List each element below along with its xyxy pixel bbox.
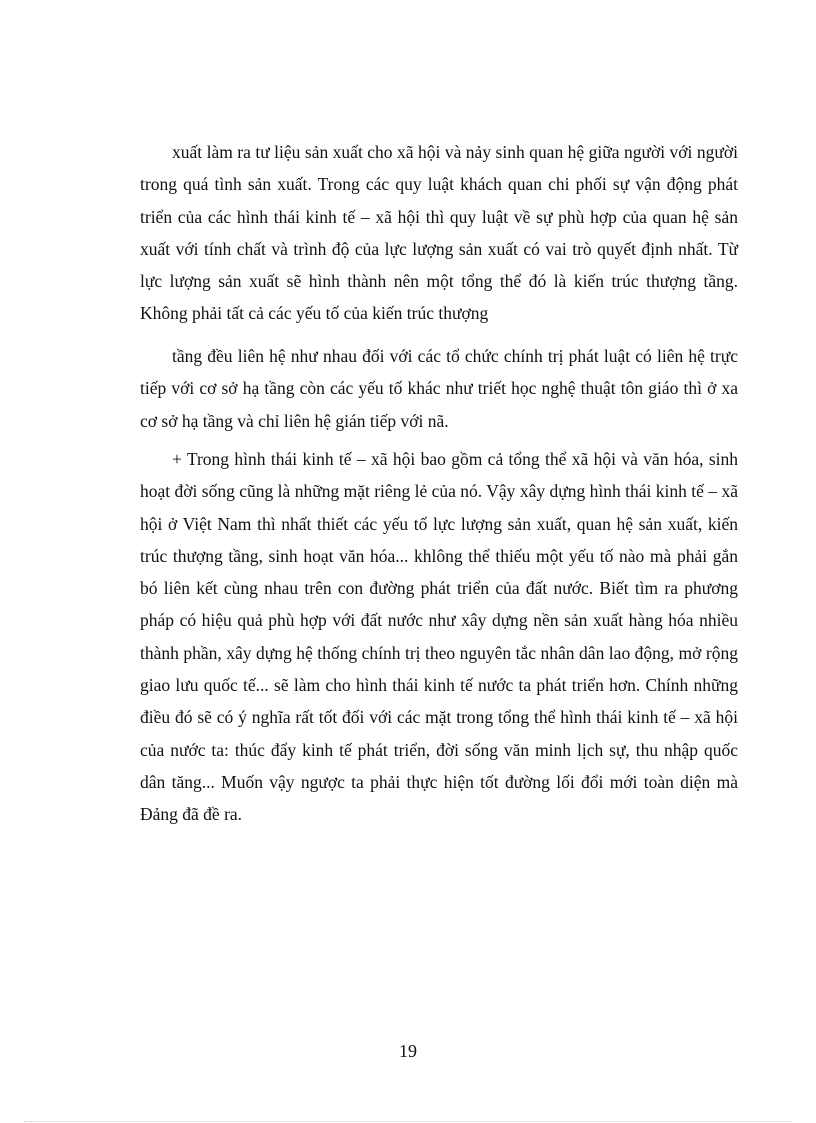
paragraph-3: + Trong hình thái kinh tế – xã hội bao gồm cả tổng thể xã hội và văn hóa, sinh hoạt đời sống cũng là những mặt riêng lẻ của nó. Vậy xây dựng hình thái kinh tế – xã hội ở Việt Nam thì nhất thiết các yếu tố lực lượng sản xuất, quan hệ sản xuất, kiến trúc thượng tầng, sinh hoạt văn hóa... khlông thể thiếu một yếu tố nào mà phải gắn bó liên kết cùng nhau trên con đường phát triển của đất nước. Biết tìm ra phương pháp có hiệu quả phù hợp với đất nước như xây dựng nền sản xuất hàng hóa nhiều thành phần, xây dựng hệ thống chính trị theo nguyên tắc nhân dân lao động, mở rộng giao lưu quốc tế... sẽ làm cho hình thái kinh tế nước ta phát triển hơn. Chính những điều đó sẽ có ý nghĩa rất tốt đối với các mặt trong tổng thể hình thái kinh tế – xã hội của nước ta: thúc đẩy kinh tế phát triển, đời sống văn minh lịch sự, thu nhập quốc dân tăng... Muốn vậy ngược ta phải thực hiện tốt đường lối đổi mới toàn diện mà Đảng đã đề ra.: [140, 449, 738, 825]
page-bottom-edge: [24, 1121, 792, 1122]
paragraph-2: tầng đều liên hệ như nhau đối với các tổ chức chính trị phát luật có liên hệ trực tiếp với cơ sở hạ tầng còn các yếu tố khác như triết học nghệ thuật tôn giáo thì ở xa cơ sở hạ tầng và chỉ liên hệ gián tiếp với nã.: [140, 346, 738, 431]
page-number: 19: [399, 1041, 417, 1061]
paragraph-2-block: [140, 340, 738, 437]
paragraph-1-block: [140, 136, 738, 330]
paragraph-1: xuất làm ra tư liệu sản xuất cho xã hội và nảy sinh quan hệ giữa người với người trong quá tình sản xuất. Trong các quy luật khách quan chi phối sự vận động phát triển của các hình thái kinh tế – xã hội thì quy luật về sự phù hợp của quan hệ sản xuất với tính chất và trình độ của lực lượng sản xuất có vai trò quyết định nhất. Từ lực lượng sản xuất sẽ hình thành nên một tổng thể đó là kiến trúc thượng tầng. Không phải tất cả các yếu tố của kiến trúc thượng: [140, 142, 738, 324]
paragraph-3-block: [140, 443, 738, 831]
